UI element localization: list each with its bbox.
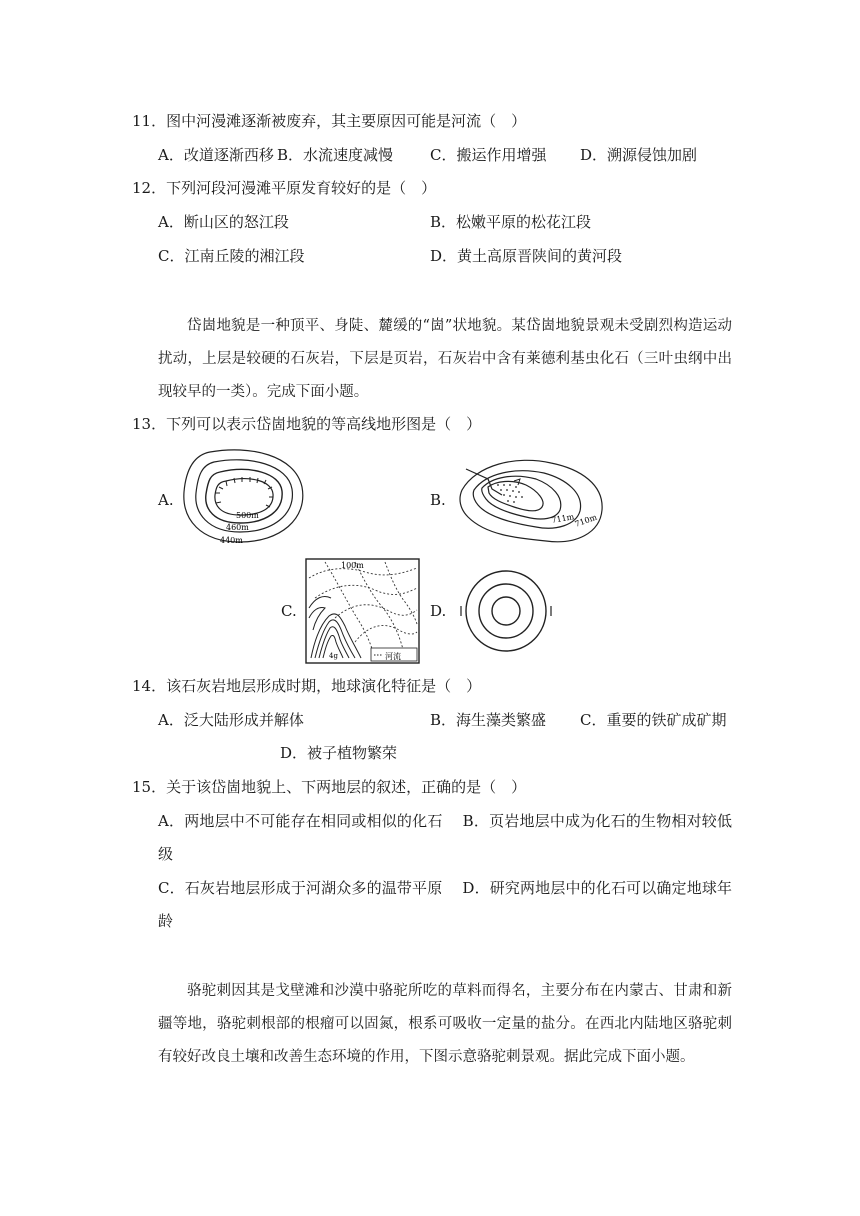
q12-option-d: D．黄土高原晋陕间的黄河段 [430,247,623,265]
q14-option-d: D．被子植物繁荣 [280,744,398,762]
question-14-stem: 14．该石灰岩地层形成时期，地球演化特征是（ ） [132,677,482,695]
legend-river-label: 河流 [385,652,401,661]
contour-map-a [180,447,310,552]
q13-option-d-label: D. [430,602,447,620]
q14-option-c: C．重要的铁矿成矿期 [580,711,727,729]
contour-label-440m: 440m [220,536,243,545]
q15-options-ab: A．两地层中不可能存在相同或相似的化石 B．页岩地层中成为化石的生物相对较低级 [158,812,732,863]
question-13-stem: 13．下列可以表示岱崮地貌的等高线地形图是（ ） [132,415,482,433]
q15-options-cd: C．石灰岩地层形成于河湖众多的温带平原 D．研究两地层中的化石可以确定地球年龄 [158,879,732,930]
question-12-stem: 12．下列河段河漫滩平原发育较好的是（ ） [132,179,437,197]
q11-option-c: C．搬运作用增强 [430,146,547,164]
contour-label-100m: 100m [341,561,364,570]
contour-map-d [455,568,557,654]
contour-label-711m: 711m [550,512,575,525]
q13-option-b-label: B. [430,491,446,509]
passage-camelthorn: 骆驼刺因其是戈壁滩和沙漠中骆驼所吃的草料而得名，主要分布在内蒙古、甘肃和新疆等地，骆驼刺根部的根瘤可以固氮，根系可吸收一定量的盐分。在西北内陆地区骆驼刺有较好改良土壤和改善生态环境的作用，下图示意骆驼刺景观。据此完成下面小题。 [158,983,732,1065]
q12-option-b: B．松嫩平原的松花江段 [430,213,592,231]
contour-label-460m: 460m [226,523,249,532]
contour-map-b [456,455,606,547]
q11-option-a: A．改道逐渐西移 [158,146,274,164]
question-15-stem: 15．关于该岱崮地貌上、下两地层的叙述，正确的是（ ） [132,778,527,796]
q14-option-b: B．海生藻类繁盛 [430,711,547,729]
q11-option-b: B．水流速度减慢 [277,146,394,164]
question-11-stem: 11．图中河漫滩逐渐被废弃，其主要原因可能是河流（ ） [132,112,527,130]
q12-option-c: C．江南丘陵的湘江段 [158,247,305,265]
q13-option-a-label: A. [158,491,174,509]
contour-label-710m: 710m [573,512,599,529]
q11-option-d: D．溯源侵蚀加剧 [580,146,698,164]
contour-label-500m: 500m [236,511,259,520]
q12-option-a: A．断山区的怒江段 [158,213,289,231]
q13-option-c-label: C. [281,602,297,620]
q14-option-a: A．泛大陆形成并解体 [158,711,304,729]
contour-map-c [305,558,420,664]
contour-label-4g: 4g [329,652,338,660]
passage-daigu-landform: 岱崮地貌是一种顶平、身陡、麓缓的“崮”状地貌。某岱崮地貌景观未受剧烈构造运动扰动，上层是较硬的石灰岩，下层是页岩，石灰岩中含有莱德利基虫化石（三叶虫纲中出现较早的一类）。完成下面小题。 [158,318,732,400]
